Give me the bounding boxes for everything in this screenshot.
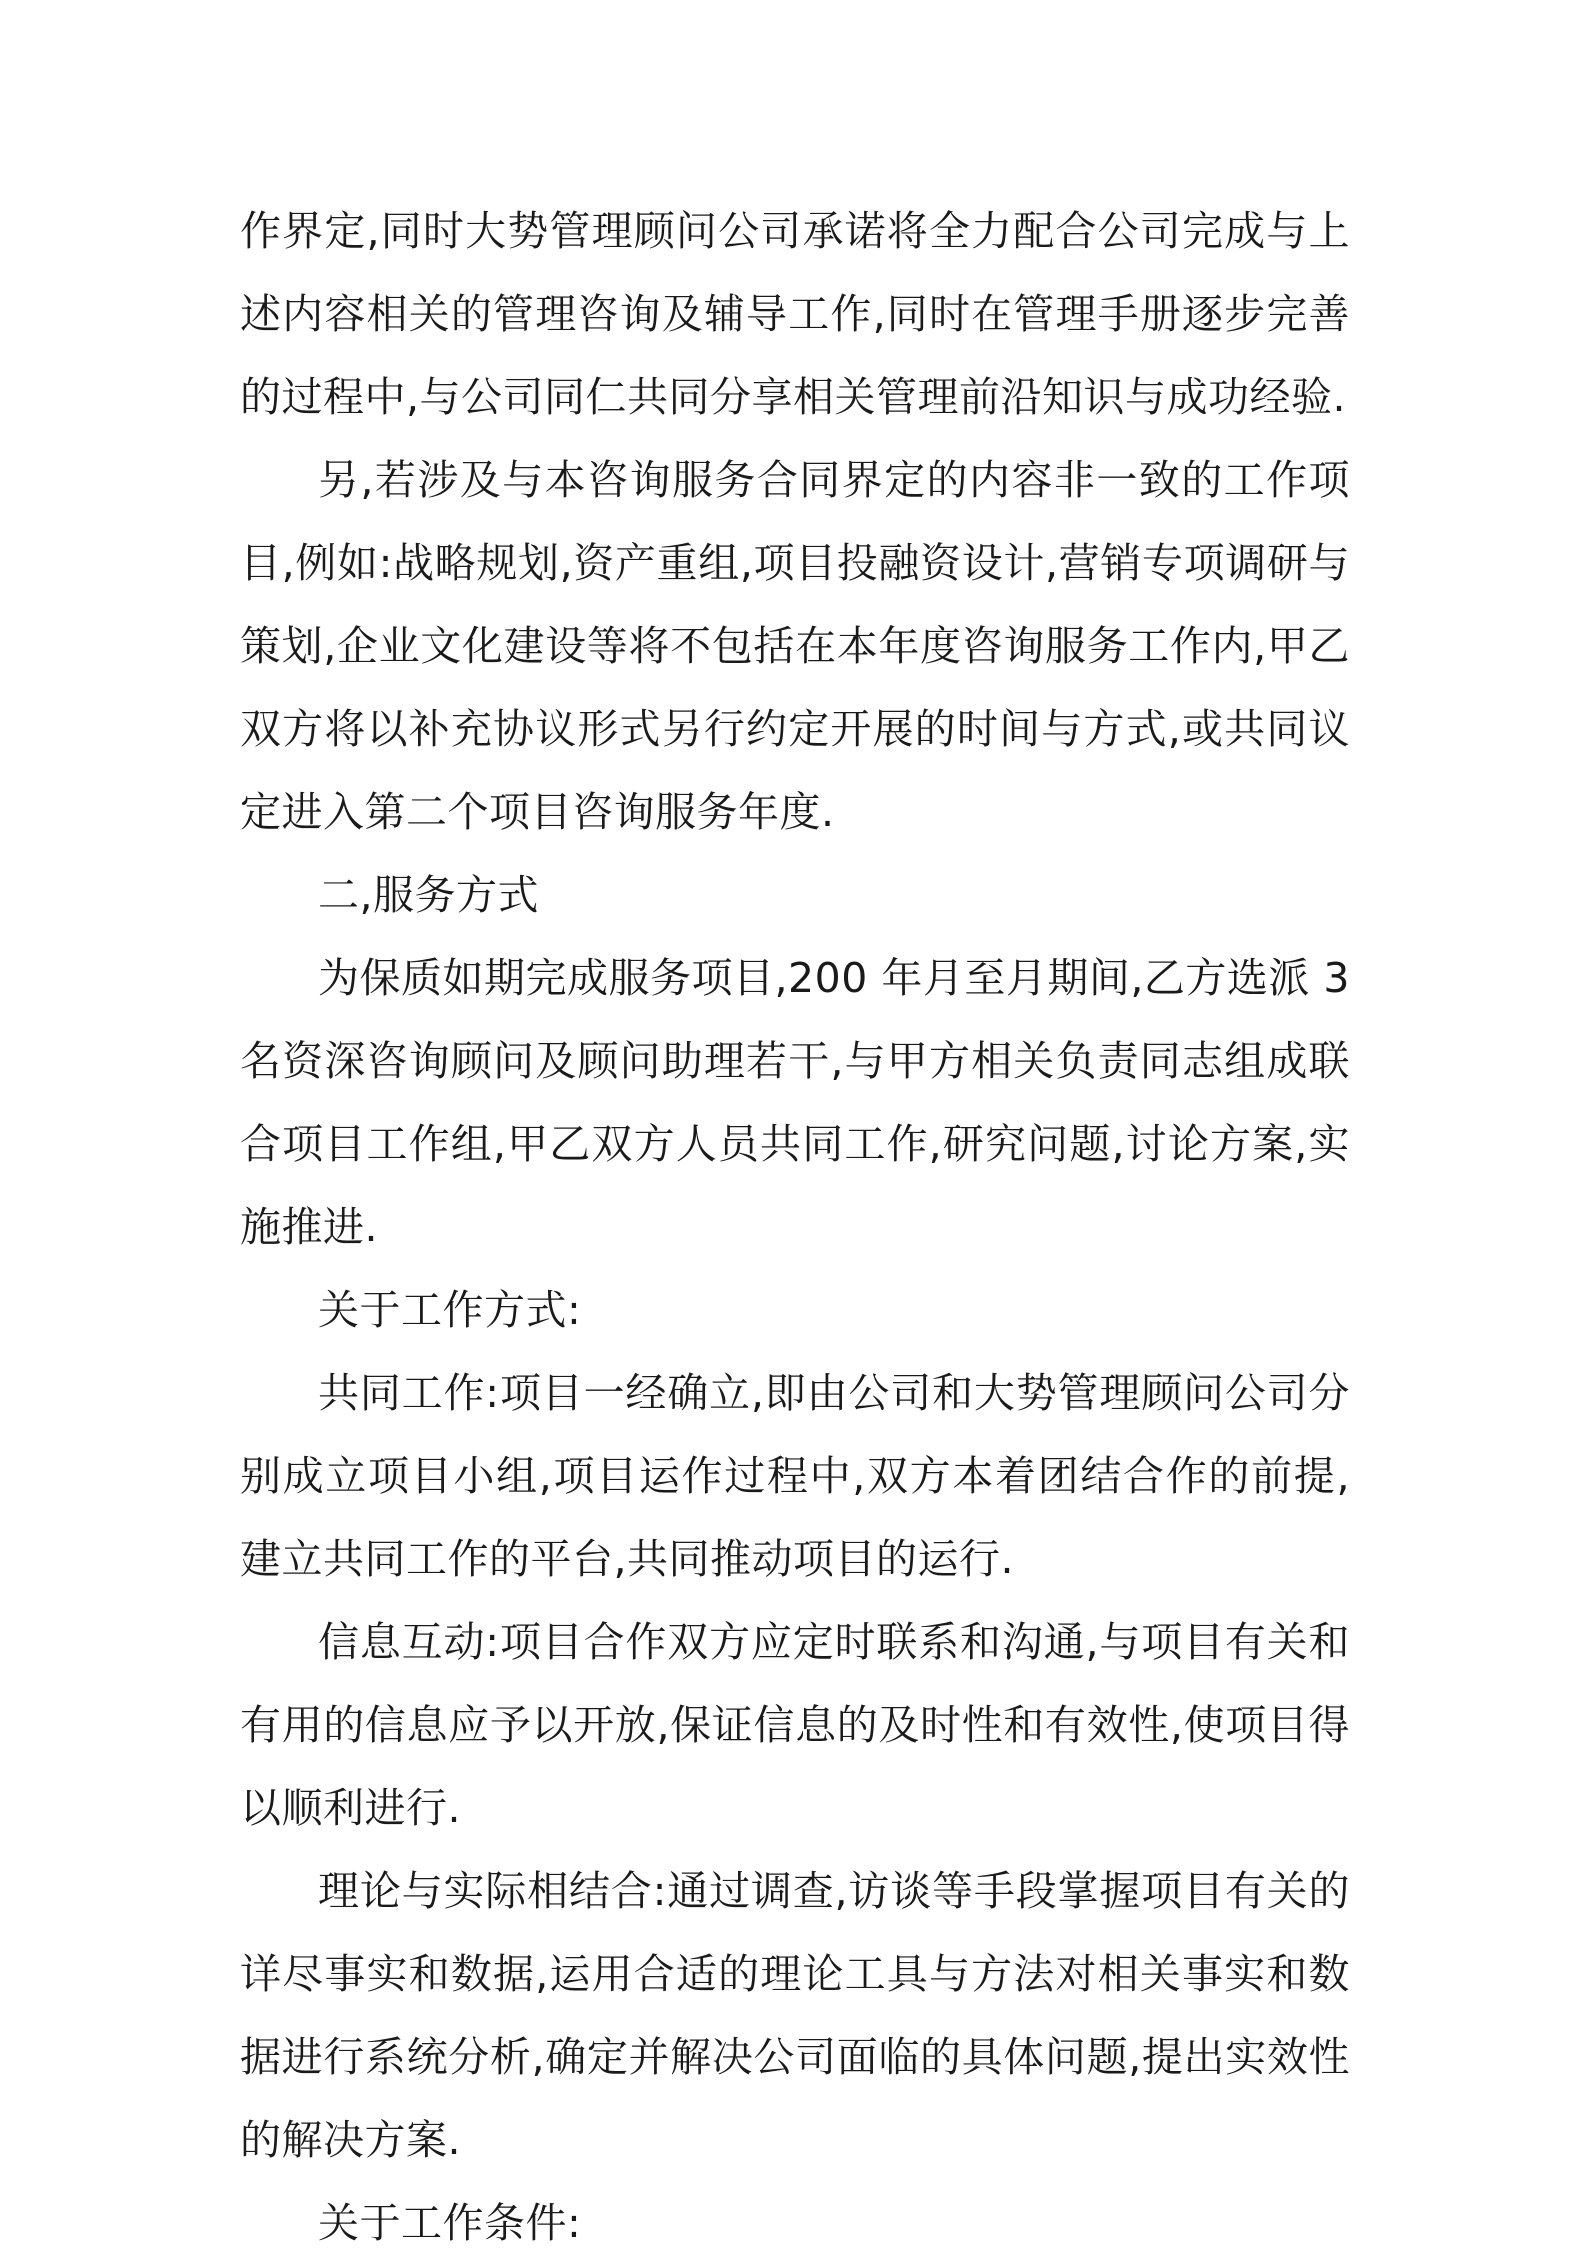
paragraph-team: 为保质如期完成服务项目,200 年月至月期间,乙方选派 3 名资深咨询顾问及顾问助理若干,与甲方相关负责同志组成联合项目工作组,甲乙双方人员共同工作,研究问题,讨论方案,实施推进. <box>240 954 1350 1251</box>
paragraph-theory-practice: 理论与实际相结合:通过调查,访谈等手段掌握项目有关的详尽事实和数据,运用合适的理论工具与方法对相关事实和数据进行系统分析,确定并解决公司面临的具体问题,提出实效性的解决方案. <box>240 1867 1350 2164</box>
paragraph-info-interaction: 信息互动:项目合作双方应定时联系和沟通,与项目有关和有用的信息应予以开放,保证信息的及时性和有效性,使项目得以顺利进行. <box>240 1618 1350 1832</box>
subheading-work-conditions: 关于工作条件: <box>318 2199 582 2247</box>
section-heading-service-method: 二,服务方式 <box>318 871 540 919</box>
paragraph-joint-work: 共同工作:项目一经确立,即由公司和大势管理顾问公司分别成立项目小组,项目运作过程中,双方本着团结合作的前提,建立共同工作的平台,共同推动项目的运行. <box>240 1369 1350 1583</box>
paragraph-exclusions: 另,若涉及与本咨询服务合同界定的内容非一致的工作项目,例如:战略规划,资产重组,项目投融资设计,营销专项调研与策划,企业文化建设等将不包括在本年度咨询服务工作内,甲乙双方将以补充协议形式另行约定开展的时间与方式,或共同议定进入第二个项目咨询服务年度. <box>240 456 1350 836</box>
paragraph-continuation: 作界定,同时大势管理顾问公司承诺将全力配合公司完成与上述内容相关的管理咨询及辅导工作,同时在管理手册逐步完善的过程中,与公司同仁共同分享相关管理前沿知识与成功经验. <box>240 207 1350 421</box>
document-body <box>240 190 1350 2265</box>
subheading-work-method: 关于工作方式: <box>318 1286 582 1334</box>
